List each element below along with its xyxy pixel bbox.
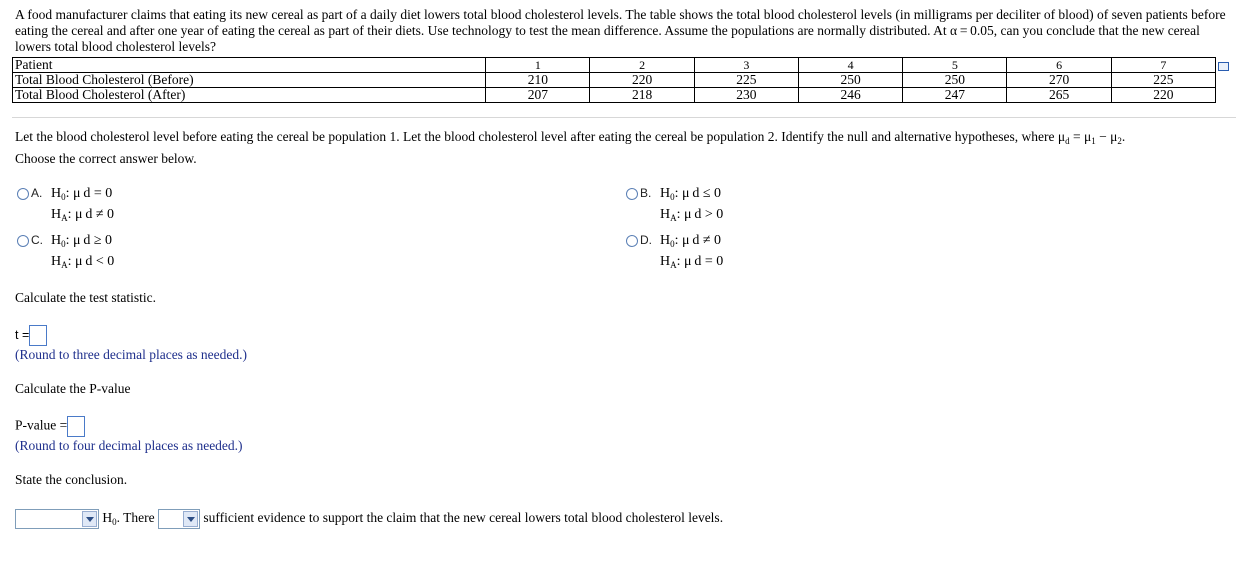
row-label: Total Blood Cholesterol (Before) <box>13 73 486 88</box>
pvalue-input[interactable] <box>67 416 85 437</box>
hypotheses <box>660 185 723 227</box>
test-stat-hint: (Round to three decimal places as needed.) <box>15 347 248 362</box>
subscript: 0 <box>112 517 117 528</box>
null-hypothesis <box>51 232 114 253</box>
cholesterol-table <box>12 57 1216 103</box>
colon: : <box>676 207 681 222</box>
pvalue-label: P-value = <box>15 417 68 433</box>
subscript: 2 <box>1117 136 1122 146</box>
radio-button[interactable] <box>17 235 29 247</box>
table-cell: 250 <box>798 73 902 88</box>
table-cell: 207 <box>486 88 590 103</box>
hypothesis-expr: μ d ≠ 0 <box>682 233 722 248</box>
radio-button[interactable] <box>17 188 29 200</box>
table-cell: 265 <box>1007 88 1111 103</box>
hypothesis-expr: μ d ≠ 0 <box>75 207 115 222</box>
colon: : <box>674 186 679 201</box>
table-cell: 218 <box>590 88 694 103</box>
option-letter: B. <box>640 186 652 200</box>
subscript: 0 <box>670 192 675 202</box>
subscript: 0 <box>670 239 675 249</box>
table-cell: 220 <box>590 73 694 88</box>
table-cell: 250 <box>903 73 1007 88</box>
table-cell: 225 <box>694 73 798 88</box>
row-label: Total Blood Cholesterol (After) <box>13 88 486 103</box>
colon: : <box>674 233 679 248</box>
table-cell: 220 <box>1111 88 1215 103</box>
chevron-down-icon[interactable] <box>82 511 97 527</box>
table-cell: 1 <box>486 58 590 73</box>
question-text: − μ <box>1095 129 1118 144</box>
option-letter: A. <box>31 186 43 200</box>
pvalue-hint: (Round to four decimal places as needed.) <box>15 438 243 453</box>
h-label: H <box>660 207 671 222</box>
row-label: Patient <box>13 58 486 73</box>
table-cell: 246 <box>798 88 902 103</box>
h-label: H <box>660 233 671 248</box>
alt-hypothesis <box>51 206 114 227</box>
table-row <box>13 73 1216 88</box>
h-label: H <box>660 186 671 201</box>
h-label: H <box>51 254 62 269</box>
colon: : <box>67 254 72 269</box>
hypotheses <box>51 232 114 274</box>
colon: : <box>676 254 681 269</box>
hypothesis-expr: μ d = 0 <box>73 186 113 201</box>
table-cell: 7 <box>1111 58 1215 73</box>
table-row <box>13 88 1216 103</box>
t-label: t = <box>15 327 30 342</box>
hypothesis-expr: μ d ≤ 0 <box>682 186 722 201</box>
alt-hypothesis <box>51 253 114 274</box>
evidence-dropdown[interactable] <box>158 509 200 529</box>
conclusion-row <box>15 509 723 529</box>
subscript: 0 <box>61 192 66 202</box>
radio-button[interactable] <box>626 235 638 247</box>
subscript: A <box>61 213 68 223</box>
option-letter: C. <box>31 233 43 247</box>
radio-button[interactable] <box>626 188 638 200</box>
h-label: H <box>660 254 671 269</box>
null-hypothesis <box>660 185 723 206</box>
hypotheses <box>660 232 723 274</box>
table-row <box>13 58 1216 73</box>
copy-table-icon[interactable] <box>1218 62 1229 71</box>
option-d[interactable] <box>626 232 723 274</box>
question-line-2: Choose the correct answer below. <box>15 151 197 166</box>
question-text: = μ <box>1069 129 1092 144</box>
pvalue-row <box>15 416 85 437</box>
question-text: Let the blood cholesterol level before eating the cereal be population 1. Let the blood cholesterol level after eating the cereal be population 2. Identify the null and alternative hypotheses, where μ <box>15 129 1066 144</box>
subscript: 0 <box>61 239 66 249</box>
h-label: H <box>51 207 62 222</box>
h-label: H <box>51 186 62 201</box>
colon: : <box>65 233 70 248</box>
test-stat-row <box>15 325 47 346</box>
decision-dropdown[interactable] <box>15 509 99 529</box>
subscript: A <box>61 260 68 270</box>
table-cell: 210 <box>486 73 590 88</box>
option-letter: D. <box>640 233 652 247</box>
conclusion-prompt: State the conclusion. <box>15 472 128 487</box>
chevron-down-icon[interactable] <box>183 511 198 527</box>
pvalue-prompt: Calculate the P-value <box>15 381 131 396</box>
table-cell: 4 <box>798 58 902 73</box>
conclusion-tail: sufficient evidence to support the claim that the new cereal lowers total blood cholesterol levels. <box>203 510 724 526</box>
table-cell: 6 <box>1007 58 1111 73</box>
subscript: A <box>670 213 677 223</box>
option-c[interactable] <box>17 232 114 274</box>
h-label: H <box>102 510 113 526</box>
hypotheses <box>51 185 114 227</box>
null-hypothesis <box>51 185 114 206</box>
t-input[interactable] <box>29 325 47 346</box>
option-b[interactable] <box>626 185 723 227</box>
hypothesis-expr: μ d > 0 <box>684 207 724 222</box>
hypothesis-expr: μ d = 0 <box>684 254 724 269</box>
hypothesis-expr: μ d < 0 <box>75 254 115 269</box>
question-line-1 <box>15 128 1125 150</box>
table-cell: 2 <box>590 58 694 73</box>
subscript: 1 <box>1091 136 1096 146</box>
question-text: . <box>1121 129 1126 144</box>
table-cell: 270 <box>1007 73 1111 88</box>
null-hypothesis <box>660 232 723 253</box>
problem-intro: A food manufacturer claims that eating its new cereal as part of a daily diet lowers total blood cholesterol levels. The table shows the total blood cholesterol levels (in milligrams per deciliter of blood) of seven patients before eating the cereal and after one year of eating the cereal as part of their diets. Use technology to test the mean difference. Assume the populations are normally distributed. At α = 0.05, can you conclude that the new cereal lowers total blood cholesterol levels? <box>15 7 1226 54</box>
alt-hypothesis <box>660 253 723 274</box>
alt-hypothesis <box>660 206 723 227</box>
table-cell: 247 <box>903 88 1007 103</box>
colon: : <box>65 186 70 201</box>
subscript: d <box>1065 136 1070 146</box>
table-cell: 3 <box>694 58 798 73</box>
table-cell: 230 <box>694 88 798 103</box>
option-a[interactable] <box>17 185 114 227</box>
colon: : <box>67 207 72 222</box>
table-cell: 225 <box>1111 73 1215 88</box>
divider <box>12 117 1236 118</box>
conclusion-mid: . There <box>116 510 155 526</box>
table-cell: 5 <box>903 58 1007 73</box>
test-stat-prompt: Calculate the test statistic. <box>15 290 156 305</box>
h-label: H <box>51 233 62 248</box>
hypothesis-question <box>15 128 1125 168</box>
subscript: A <box>670 260 677 270</box>
hypothesis-expr: μ d ≥ 0 <box>73 233 113 248</box>
